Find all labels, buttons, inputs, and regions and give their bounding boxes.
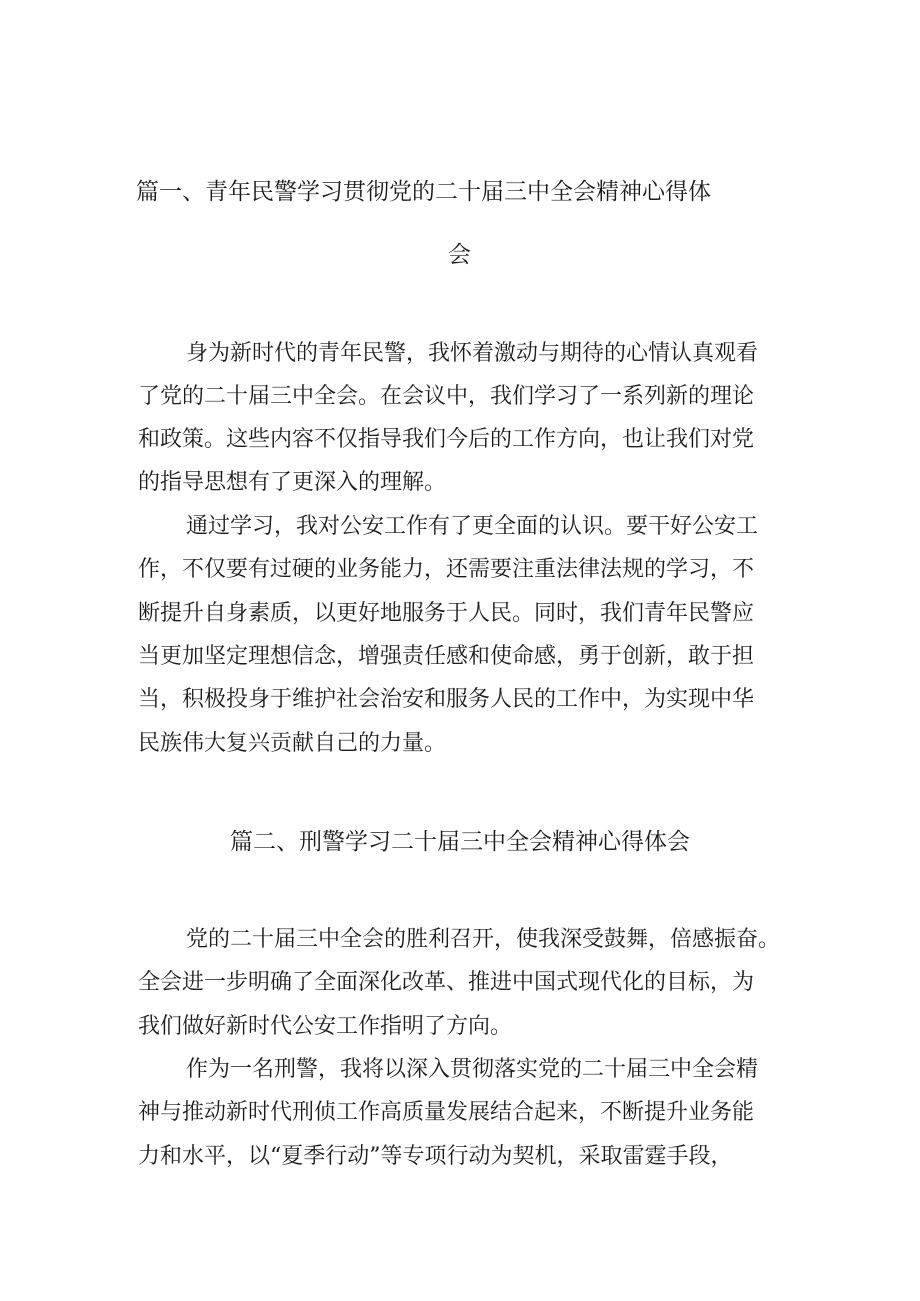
paragraph-line: 力和水平，以“夏季行动”等专项行动为契机，采取雷霆手段， (138, 1144, 733, 1169)
paragraph-line: 党的二十届三中全会的胜利召开，使我深受鼓舞，倍感振奋。 (186, 927, 781, 952)
section1-title-line1: 篇一、青年民警学习贯彻党的二十届三中全会精神心得体 (136, 179, 711, 205)
paragraph-line: 身为新时代的青年民警，我怀着激动与期待的心情认真观看 (186, 341, 759, 366)
paragraph-line: 我们做好新时代公安工作指明了方向。 (138, 1014, 513, 1039)
paragraph-line: 断提升自身素质，以更好地服务于人民。同时，我们青年民警应 (138, 601, 755, 626)
paragraph-line: 作为一名刑警，我将以深入贯彻落实党的二十届三中全会精 (186, 1057, 759, 1082)
paragraph-line: 当更加坚定理想信念，增强责任感和使命感，勇于创新，敢于担 (138, 644, 755, 669)
paragraph-line: 通过学习，我对公安工作有了更全面的认识。要干好公安工 (186, 514, 759, 539)
paragraph-line: 的指导思想有了更深入的理解。 (138, 470, 447, 495)
paragraph-line: 民族伟大复兴贡献自己的力量。 (138, 731, 447, 756)
section1-title-line2: 会 (448, 242, 471, 268)
paragraph-line: 了党的二十届三中全会。在会议中，我们学习了一系列新的理论 (138, 384, 755, 409)
paragraph-line: 当，积极投身于维护社会治安和服务人民的工作中，为实现中华 (138, 687, 755, 712)
paragraph-line: 作，不仅要有过硬的业务能力，还需要注重法律法规的学习，不 (138, 557, 755, 582)
section2-title: 篇二、刑警学习二十届三中全会精神心得体会 (230, 829, 690, 855)
paragraph-line: 和政策。这些内容不仅指导我们今后的工作方向，也让我们对党 (138, 427, 755, 452)
paragraph-line: 神与推动新时代刑侦工作高质量发展结合起来，不断提升业务能 (138, 1100, 755, 1125)
paragraph-line: 全会进一步明确了全面深化改革、推进中国式现代化的目标，为 (138, 970, 755, 995)
